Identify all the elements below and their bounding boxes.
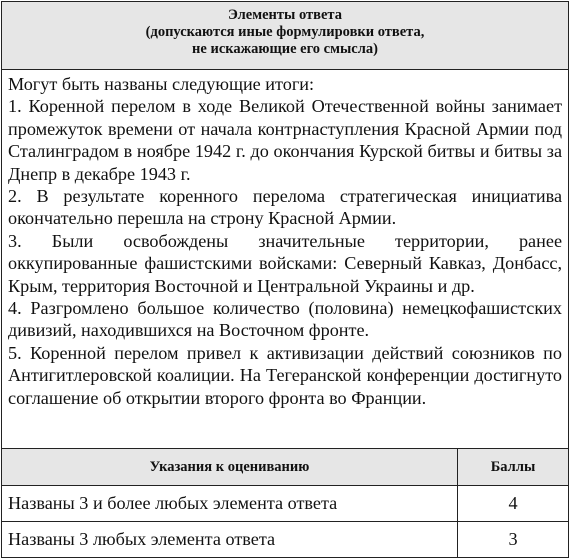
criteria-column-header: Указания к оцениванию	[2, 449, 458, 486]
grading-header-row	[2, 449, 569, 486]
grading-criterion: Названы 3 и более любых элемента ответа	[2, 486, 458, 522]
answer-header	[2, 2, 569, 70]
answer-item-4: 4. Разгромлено большое количество (половина) немецкофашистских дивизий, находившихся на Восточном фронте.	[8, 298, 563, 341]
answer-item-5: 5. Коренной перелом привел к активизации действий союзников по Антигитлеровской коалиции. На Тегеранской конференции достигнуто соглашение об открытии второго фронта во Франции.	[8, 342, 563, 408]
answer-item-2: 2. В результате коренного перелома стратегическая инициатива окончательно перешла на строну Красной Армии.	[8, 186, 563, 229]
answer-body-row	[2, 70, 569, 449]
header-title: Элементы ответа	[228, 7, 342, 23]
answer-item-1: 1. Коренной перелом в ходе Великой Отечественной войны занимает промежуток времени от начала контрнаступления Красной Армии под Сталинградом в ноябре 1942 г. до окончания Курской битвы и битвы за Днепр в декабре 1943 г.	[8, 96, 563, 184]
answer-intro: Могут быть названы следующие итоги:	[8, 74, 315, 94]
grading-points: 3	[458, 522, 569, 558]
points-column-header: Баллы	[458, 449, 569, 486]
answer-item-3: 3. Были освобождены значительные территории, ранее оккупированные фашистскими войсками: Северный Кавказ, Донбасс, Крым, территория Восточной и Центральной Украины и др.	[8, 230, 563, 296]
grading-row	[2, 522, 569, 558]
answer-body	[2, 70, 569, 449]
grading-row	[2, 486, 569, 522]
answer-key-table	[1, 1, 569, 558]
header-note-line-2: не искажающие его смысла)	[192, 41, 378, 57]
answer-header-row	[2, 2, 569, 70]
grading-points: 4	[458, 486, 569, 522]
grading-criterion: Названы 3 любых элемента ответа	[2, 522, 458, 558]
header-note-line-1: (допускаются иные формулировки ответа,	[145, 24, 425, 40]
